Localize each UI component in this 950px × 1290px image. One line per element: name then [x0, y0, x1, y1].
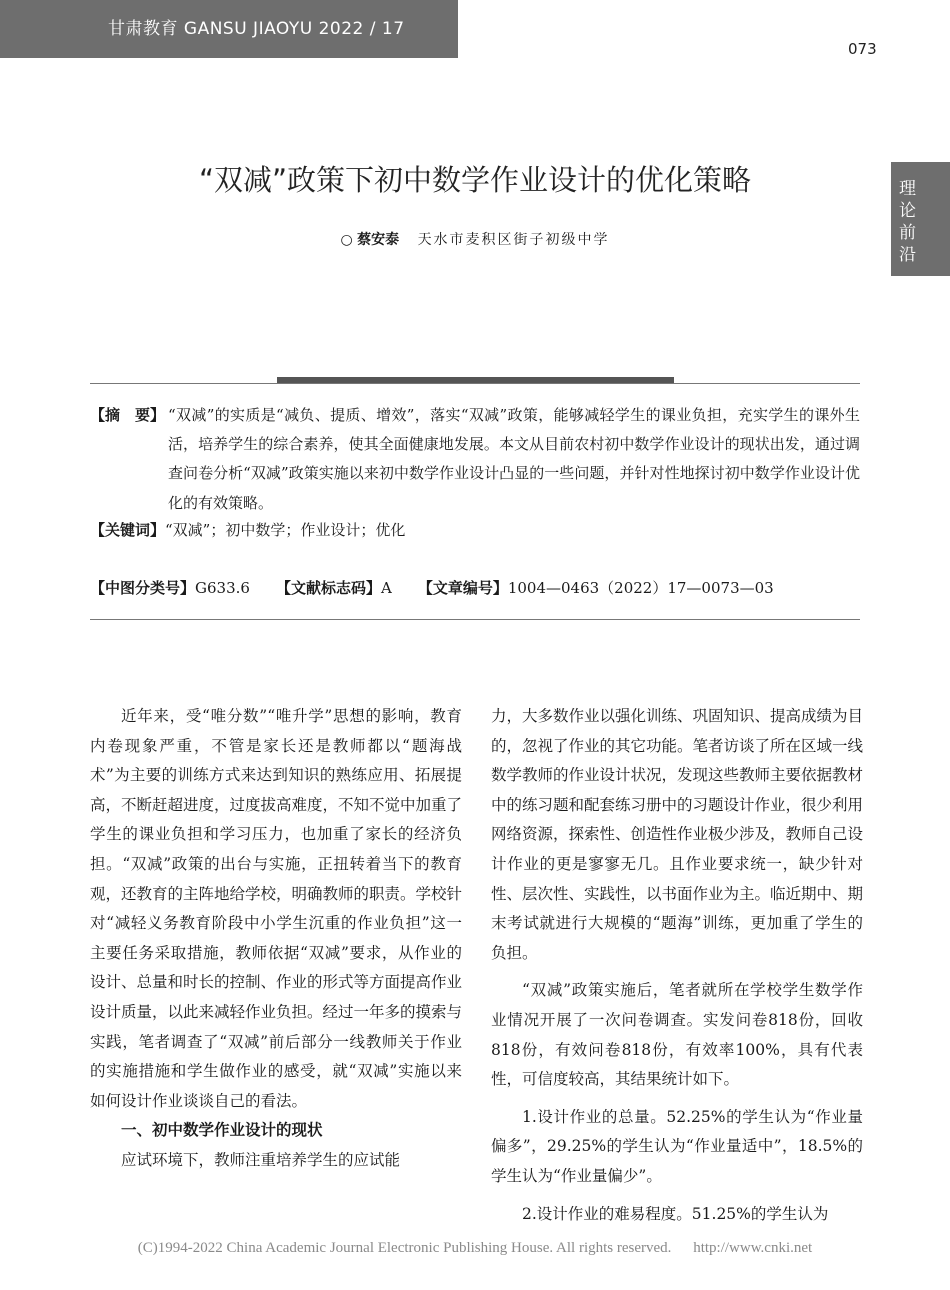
title-divider-thin	[90, 383, 860, 384]
body-paragraph: 1.设计作业的总量。52.25%的学生认为“作业量偏多”，29.25%的学生认为“作业量适中”，18.5%的学生认为“作业量偏少”。	[491, 1107, 863, 1185]
author-name: 蔡安泰	[357, 232, 400, 248]
footer-url: http://www.cnki.net	[693, 1240, 813, 1256]
keywords-text: “双减”；初中数学；作业设计；优化	[165, 521, 406, 539]
copyright-text: (C)1994-2022 China Academic Journal Electronic Publishing House. All rights reserved.	[137, 1240, 672, 1256]
body-paragraph: “双减”政策实施后，笔者就所在学校学生数学作业情况开展了一次问卷调查。实发问卷818份，回收818份，有效问卷818份，有效率100%，具有代表性，可信度较高，其结果统计如下。	[491, 981, 863, 1089]
body-paragraph: 力，大多数作业以强化训练、巩固知识、提高成绩为目的，忽视了作业的其它功能。笔者访谈了所在区域一线数学教师的作业设计状况，发现这些教师主要依据教材中的练习题和配套练习册中的习题设计作业，很少利用网络资源，探索性、创造性作业极少涉及，教师自己设计作业的更是寥寥无几。且作业要求统一，缺少针对性、层次性、实践性，以书面作业为主。临近期中、期末考试就进行大规模的“题海”训练，更加重了学生的负担。	[491, 707, 864, 962]
copyright-footer	[0, 1240, 950, 1257]
keywords-label: 【关键词】	[90, 521, 166, 539]
journal-line: 甘肃教育 GANSU JIAOYU 2022 / 17	[108, 19, 405, 39]
article-no-label: 【文章编号】	[417, 579, 508, 597]
article-title: “双减”政策下初中数学作业设计的优化策略	[198, 163, 752, 197]
abstract-label: 【摘 要】	[90, 406, 166, 424]
body-column-left	[90, 702, 462, 1176]
section-tab-label: 理论前沿	[899, 179, 916, 265]
journal-header-band	[0, 0, 458, 58]
abstract-text: “双减”的实质是“减负、提质、增效”，落实“双减”政策，能够减轻学生的课业负担，充实学生的课外生活，培养学生的综合素养，使其全面健康地发展。本文从目前农村初中数学作业设计的现状出发，通过调查问卷分析“双减”政策实施以来初中数学作业设计凸显的一些问题，并针对性地探讨初中数学作业设计优化的有效策略。	[168, 406, 860, 512]
page-number: 073	[848, 40, 877, 58]
author-affiliation: 天水市麦积区街子初级中学	[417, 232, 610, 248]
keywords	[90, 516, 405, 544]
body-paragraph: 近年来，受“唯分数”“唯升学”思想的影响，教育内卷现象严重，不管是家长还是教师都以“题海战术”为主要的训练方式来达到知识的熟练应用、拓展提高，不断赶超进度，过度拔高难度，不知不觉中加重了学生的课业负担和学习压力，也加重了家长的经济负担。“双减”政策的出台与实施，正扭转着当下的教育观，还教育的主阵地给学校，明确教师的职责。学校针对“减轻义务教育阶段中小学生沉重的作业负担”这一主要任务采取措施，教师依据“双减”要求，从作业的设计、总量和时长的控制、作业的形式等方面提高作业设计质量，以此来减轻作业负担。经过一年多的摸索与实践，笔者调查了“双减”前后部分一线教师关于作业的实施措施和学生做作业的感受，就“双减”实施以来如何设计作业谈谈自己的看法。	[90, 707, 463, 1110]
author-line	[0, 229, 950, 249]
body-column-right	[491, 702, 863, 1229]
doc-code-label: 【文献标志码】	[275, 579, 381, 597]
body-paragraph: 2.设计作业的难易程度。51.25%的学生认为	[522, 1204, 829, 1223]
author-marker-icon: ○	[340, 232, 353, 248]
classification-line	[90, 574, 774, 602]
doc-code-value: A	[380, 579, 392, 597]
clc-value: G633.6	[195, 579, 250, 597]
abstract-divider-bottom	[90, 619, 860, 620]
body-paragraph: 应试环境下，教师注重培养学生的应试能	[121, 1150, 401, 1169]
clc-label: 【中图分类号】	[90, 579, 196, 597]
article-no-value: 1004—0463（2022）17—0073—03	[507, 579, 774, 597]
section-heading: 一、初中数学作业设计的现状	[121, 1121, 323, 1140]
